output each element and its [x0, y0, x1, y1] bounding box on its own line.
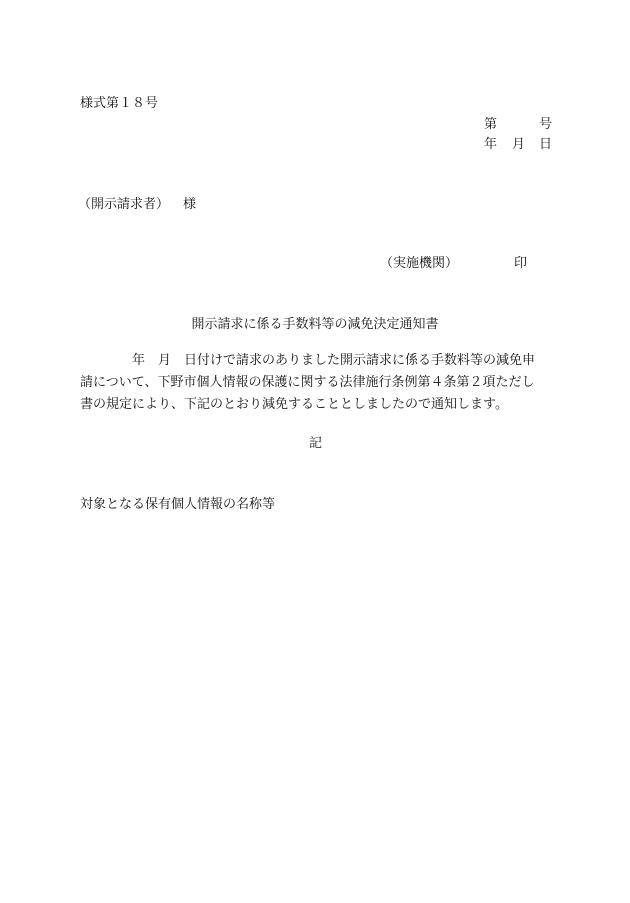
body-paragraph — [80, 350, 555, 416]
addressee-label: （開示請求者） — [78, 197, 170, 212]
doc-number-prefix: 第 — [484, 117, 498, 132]
form-number: 様式第１８号 — [80, 96, 159, 111]
seal-mark: 印 — [514, 256, 528, 271]
issuer-label: （実施機関） — [380, 256, 459, 271]
issuer — [380, 257, 527, 270]
ki-heading: 記 — [309, 436, 323, 451]
document-title: 開示請求に係る手数料等の減免決定通知書 — [191, 317, 439, 332]
doc-number-suffix: 号 — [538, 117, 552, 132]
body-line: 年 月 日付けで請求のありました開示請求に係る手数料等の減免申 — [80, 353, 536, 368]
addressee-honorific: 様 — [183, 197, 197, 212]
date-month: 月 — [512, 137, 526, 152]
subject-heading: 対象となる保有個人情報の名称等 — [80, 497, 276, 512]
date-day: 日 — [538, 137, 552, 152]
addressee — [78, 198, 196, 211]
body-line: 請について、下野市個人情報の保護に関する法律施行条例第４条第２項ただし — [80, 375, 535, 390]
body-line: 書の規定により、下記のとおり減免することとしましたので通知します。 — [80, 397, 508, 412]
date-year: 年 — [484, 137, 498, 152]
